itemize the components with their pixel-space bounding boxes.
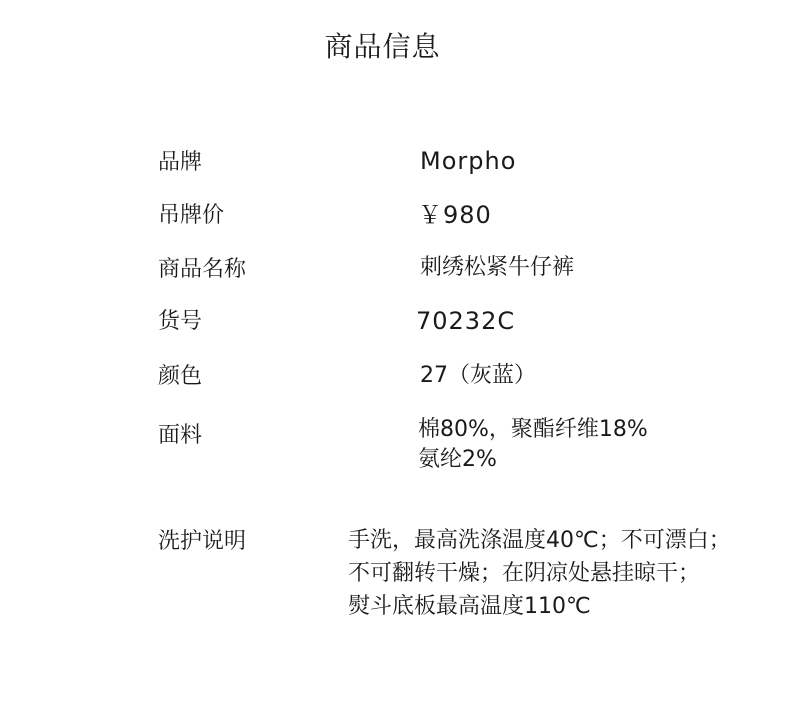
fabric-label: 面料 <box>158 423 203 448</box>
page-title: 商品信息 <box>324 30 441 63</box>
fabric-line: 棉80%，聚酯纤维18% <box>418 417 648 442</box>
care-line: 手洗，最高洗涤温度40℃；不可漂白； <box>348 528 731 553</box>
item-no-value: 70232C <box>416 307 516 335</box>
fabric-value <box>418 415 648 475</box>
product-name-value: 刺绣松紧牛仔裤 <box>420 255 575 280</box>
brand-label: 品牌 <box>158 150 203 175</box>
color-label: 颜色 <box>158 364 203 389</box>
brand-value: Morpho <box>420 147 517 175</box>
item-no-label: 货号 <box>158 309 203 334</box>
color-value: 27（灰蓝） <box>420 363 536 388</box>
care-line: 不可翻转干燥；在阴凉处悬挂晾干； <box>348 561 701 586</box>
tag-price-value: ￥980 <box>418 201 492 229</box>
care-instructions <box>348 524 731 623</box>
care-line: 熨斗底板最高温度110℃ <box>348 594 591 619</box>
care-label: 洗护说明 <box>158 529 247 554</box>
product-name-label: 商品名称 <box>158 257 247 282</box>
fabric-line: 氨纶2% <box>418 447 497 472</box>
tag-price-label: 吊牌价 <box>158 203 225 228</box>
